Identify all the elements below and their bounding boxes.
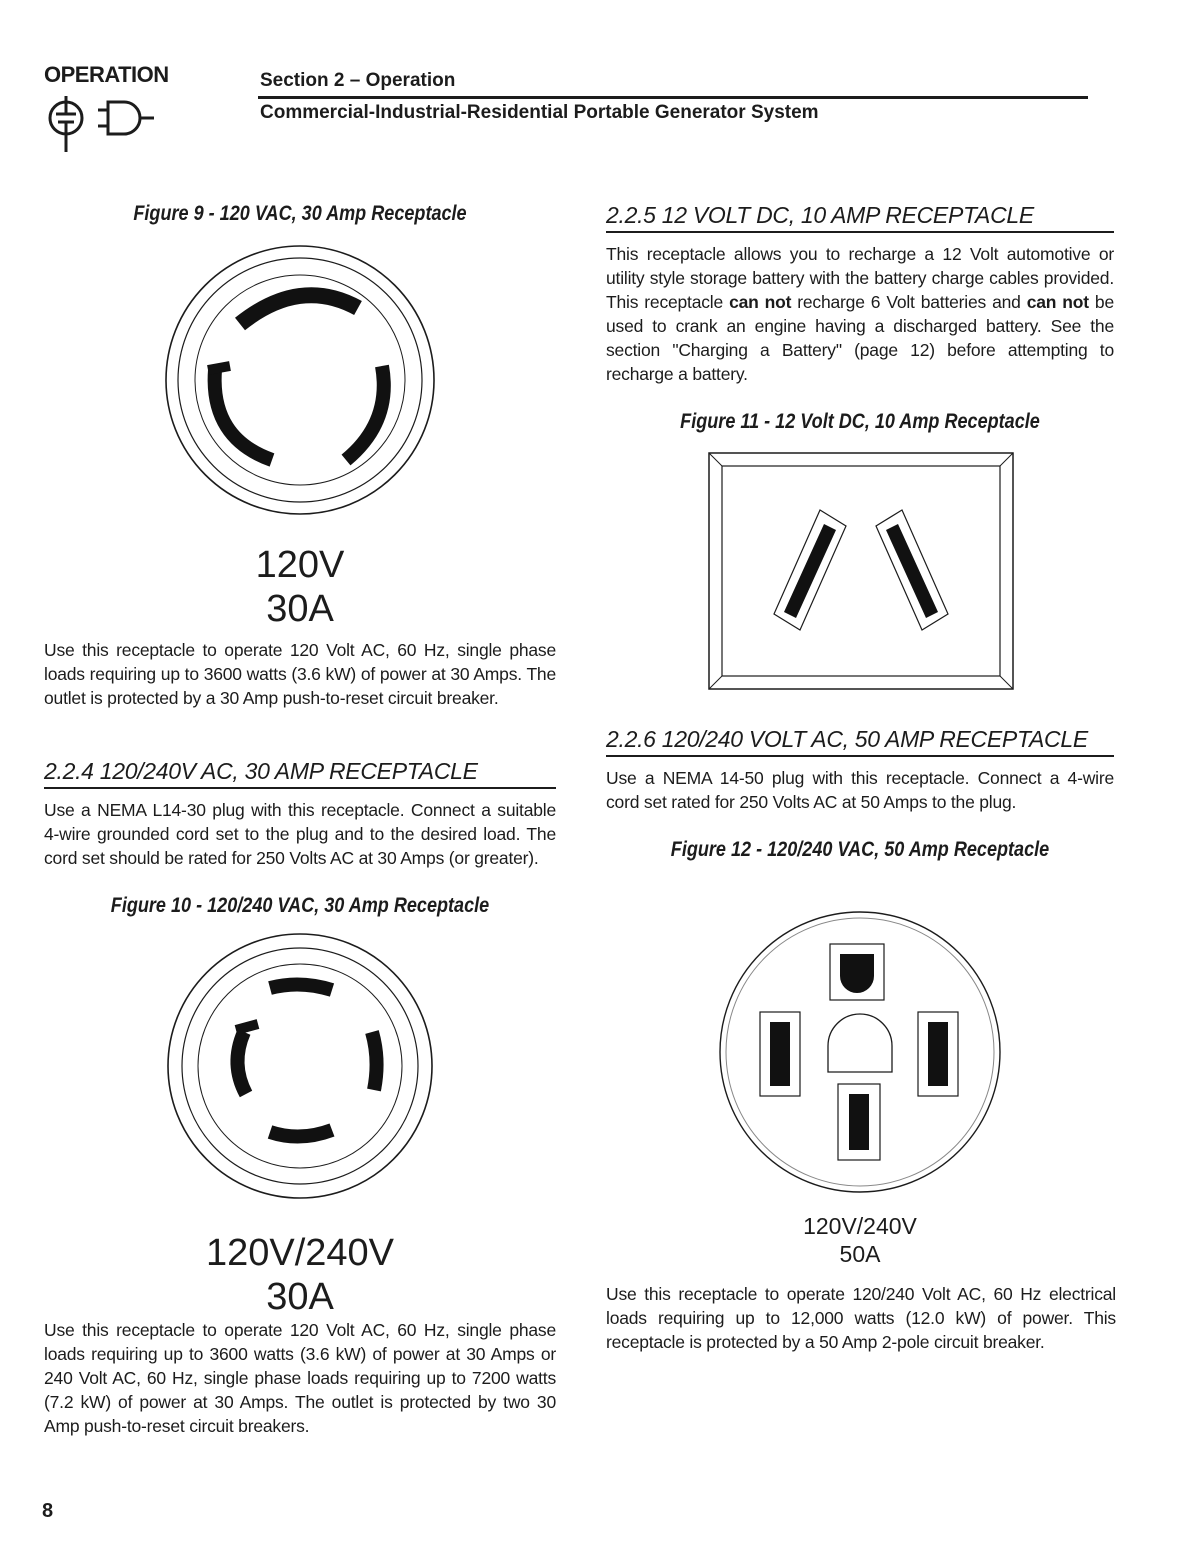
operation-label: OPERATION [44, 62, 169, 87]
section-226-text: Use a NEMA 14-50 plug with this receptacle. Connect a 4-wire cord set rated for 250 Volts AC at 50 Amps to the plug. [606, 768, 1114, 812]
figure-12-amperage: 50A [839, 1241, 881, 1267]
section-title: Section 2 – Operation [260, 70, 456, 91]
figure-10-description: Use this receptacle to operate 120 Volt AC, 60 Hz, single phase loads requiring up to 3600 watts (3.6 kW) of power at 30 Amps or 240 Volt AC, 60 Hz, single phase loads requiring up to 7200 watts (7.2 kW) of power at 30 Amps. The outlet is protected by two 30 Amp push-to-reset circuit breakers. [44, 1320, 556, 1436]
figure-9-caption: Figure 9 - 120 VAC, 30 Amp Receptacle [133, 202, 467, 225]
figure-11-caption: Figure 11 - 12 Volt DC, 10 Amp Receptacle [680, 410, 1040, 433]
figure-10-receptacle-diagram [162, 930, 438, 1206]
plug-receptacle-icon [44, 90, 180, 156]
figure-9-voltage: 120V [255, 544, 345, 586]
figure-12-caption: Figure 12 - 120/240 VAC, 50 Amp Receptacle [670, 838, 1050, 861]
page-number: 8 [42, 1500, 54, 1522]
figure-10-amperage: 30A [266, 1276, 334, 1318]
section-224-text: Use a NEMA L14-30 plug with this receptacle. Connect a suitable 4-wire grounded cord set to the plug and to the desired load. The cord set should be rated for 250 Volts AC at 30 Amps (or greater). [44, 800, 556, 868]
figure-9-receptacle-diagram [160, 242, 440, 522]
section-226-heading: 2.2.6 120/240 VOLT AC, 50 AMP RECEPTACLE [606, 726, 1114, 757]
figure-9-description: Use this receptacle to operate 120 Volt AC, 60 Hz, single phase loads requiring up to 3600 watts (3.6 kW) of power at 30 Amps. The outlet is protected by a 30 Amp push-to-reset circuit breaker. [44, 640, 556, 708]
header-rule [258, 96, 1088, 99]
section-224-heading: 2.2.4 120/240V AC, 30 AMP RECEPTACLE [44, 758, 556, 789]
figure-10-caption: Figure 10 - 120/240 VAC, 30 Amp Receptacle [110, 894, 490, 917]
figure-11-receptacle-diagram [708, 452, 1014, 690]
section-225-heading: 2.2.5 12 VOLT DC, 10 AMP RECEPTACLE [606, 202, 1114, 233]
section-subtitle: Commercial-Industrial-Residential Portable Generator System [260, 102, 819, 123]
figure-10-voltage: 120V/240V [205, 1232, 395, 1274]
figure-12-voltage: 120V/240V [803, 1213, 917, 1239]
figure-12-description: Use this receptacle to operate 120/240 Volt AC, 60 Hz electrical loads requiring up to 12,000 watts (12.0 kW) of power. This receptacle is protected by a 50 Amp 2-pole circuit breaker. [606, 1284, 1116, 1352]
figure-9-amperage: 30A [266, 588, 334, 630]
figure-12-receptacle-diagram [718, 906, 1002, 1196]
section-225-text: This receptacle allows you to recharge a 12 Volt automotive or utility style storage battery with the battery charge cables provided. This receptacle can not recharge 6 Volt batteries and can not be used to crank an engine having a discharged battery. See the section "Charging a Battery" (page 12) before attempting to recharge a battery. [606, 244, 1114, 384]
